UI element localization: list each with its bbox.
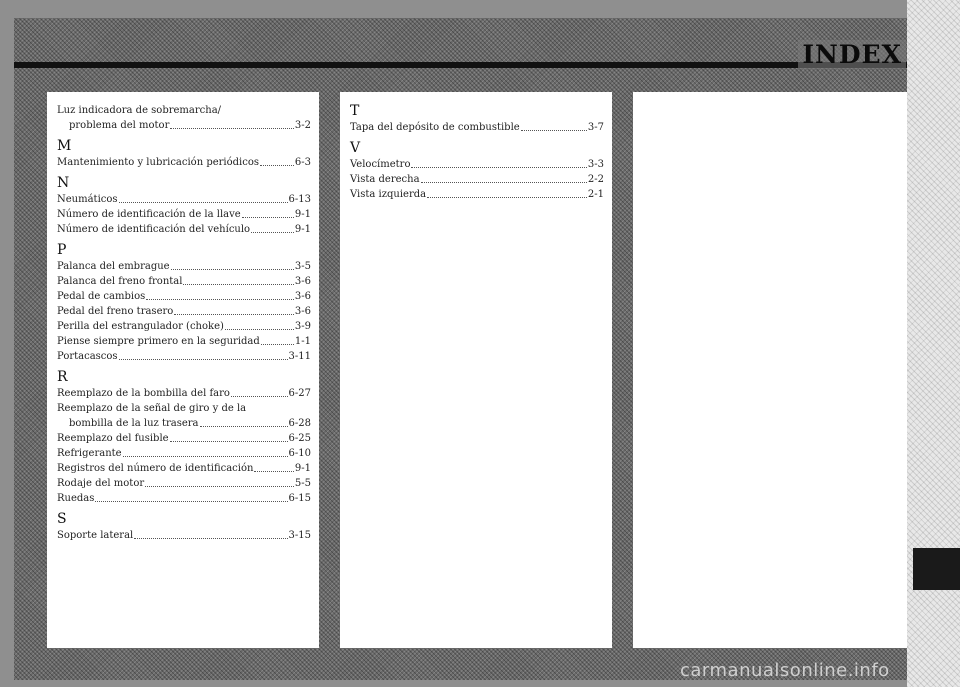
dot-leader [261, 343, 294, 345]
index-entry-page: 3-7 [587, 122, 604, 133]
index-entry-page: 3-6 [294, 291, 311, 302]
dot-leader [170, 440, 288, 442]
index-entry [57, 222, 311, 237]
index-entry [57, 461, 311, 476]
index-entry-page: 3-3 [587, 159, 604, 170]
header-bar [14, 62, 907, 68]
index-entry-label: Pedal del freno trasero [57, 306, 174, 317]
index-entry-page: 2-1 [587, 189, 604, 200]
index-entry-label: Vista izquierda [350, 189, 427, 200]
index-entry-page: 3-9 [294, 321, 311, 332]
index-entry [350, 120, 604, 135]
index-entry-page: 3-15 [288, 530, 311, 541]
index-entry-line: Luz indicadora de sobremarcha/ [57, 105, 222, 116]
dot-leader [521, 129, 587, 131]
index-entry-page: 6-3 [294, 157, 311, 168]
index-entry-page: 9-1 [294, 463, 311, 474]
dot-leader [171, 268, 294, 270]
index-entry-page: 3-6 [294, 306, 311, 317]
section-letter: V [350, 140, 361, 156]
index-entry [57, 334, 311, 349]
index-entry-label: Velocímetro [350, 159, 411, 170]
index-entry [350, 187, 604, 202]
index-entry-label: Neumáticos [57, 194, 118, 205]
index-entry [57, 528, 311, 543]
section-letter: P [57, 242, 67, 258]
index-panel-right [633, 92, 907, 648]
dot-leader [119, 201, 288, 203]
dot-leader [123, 455, 288, 457]
index-entry [57, 259, 311, 274]
dot-leader [119, 358, 288, 360]
index-entry-label: Número de identificación del vehículo [57, 224, 251, 235]
index-entry-label: Número de identificación de la llave [57, 209, 241, 220]
index-entry-label: Tapa del depósito de combustible [350, 122, 520, 133]
index-entry-page: 5-5 [294, 478, 311, 489]
index-entry-page: 6-27 [288, 388, 311, 399]
index-entry-label: Ruedas [57, 493, 95, 504]
index-entry-page: 3-2 [294, 120, 311, 131]
index-entry-label: Vista derecha [350, 174, 420, 185]
index-entry [350, 157, 604, 172]
dot-leader [200, 425, 288, 427]
index-entry-page: 3-5 [294, 261, 311, 272]
dot-leader [183, 283, 293, 285]
index-column-left [47, 92, 319, 543]
dot-leader [170, 127, 294, 129]
index-entry-label: Registros del número de identificación [57, 463, 254, 474]
dot-leader [174, 313, 294, 315]
index-entry-page: 6-15 [288, 493, 311, 504]
index-entry-label: Reemplazo de la bombilla del faro [57, 388, 230, 399]
index-entry [57, 386, 311, 401]
index-entry-page: 6-13 [288, 194, 311, 205]
dot-leader [95, 500, 287, 502]
index-column-middle [340, 92, 612, 202]
index-entry [57, 416, 311, 431]
index-entry-label: Palanca del embrague [57, 261, 170, 272]
dot-leader [251, 231, 294, 233]
dot-leader [145, 485, 294, 487]
index-entry [57, 207, 311, 222]
section-letter: M [57, 138, 72, 154]
index-entry [57, 491, 311, 506]
section-letter: T [350, 103, 360, 119]
index-entry-label: Rodaje del motor [57, 478, 145, 489]
index-entry [57, 289, 311, 304]
index-entry [57, 431, 311, 446]
index-entry [57, 304, 311, 319]
index-entry [350, 172, 604, 187]
dot-leader [231, 395, 288, 397]
dot-leader [242, 216, 294, 218]
dot-leader [411, 166, 586, 168]
dot-leader [146, 298, 294, 300]
dot-leader [260, 164, 294, 166]
index-entry-page: 9-1 [294, 224, 311, 235]
index-entry-label: Pedal de cambios [57, 291, 146, 302]
index-entry-page: 9-1 [294, 209, 311, 220]
section-tab-marker [913, 548, 960, 590]
index-entry [57, 192, 311, 207]
index-entry-page: 1-1 [294, 336, 311, 347]
index-entry [57, 155, 311, 170]
page-title: INDEX [798, 40, 906, 69]
watermark: carmanualsonline.info [680, 660, 890, 681]
dot-leader [225, 328, 294, 330]
dot-leader [421, 181, 587, 183]
dot-leader [254, 470, 293, 472]
dot-leader [134, 537, 287, 539]
index-entry-line: Reemplazo de la señal de giro y de la [57, 403, 247, 414]
index-entry [57, 476, 311, 491]
index-entry [57, 319, 311, 334]
index-entry-label: Refrigerante [57, 448, 122, 459]
index-entry [57, 118, 311, 133]
index-entry-label: Perilla del estrangulador (choke) [57, 321, 224, 332]
index-entry [57, 349, 311, 364]
index-entry-page: 2-2 [587, 174, 604, 185]
index-entry-label: problema del motor [69, 120, 170, 131]
section-letter: S [57, 511, 67, 527]
index-entry-page: 6-28 [288, 418, 311, 429]
index-panel-left [47, 92, 319, 648]
index-entry-page: 6-25 [288, 433, 311, 444]
index-entry-label: Portacascos [57, 351, 118, 362]
index-entry-page: 3-11 [288, 351, 311, 362]
index-entry-label: Piense siempre primero en la seguridad [57, 336, 260, 347]
index-entry-label: Reemplazo del fusible [57, 433, 169, 444]
index-entry-label: Palanca del freno frontal [57, 276, 183, 287]
index-entry-page: 3-6 [294, 276, 311, 287]
index-entry-label: Soporte lateral [57, 530, 134, 541]
index-entry-label: Mantenimiento y lubricación periódicos [57, 157, 259, 168]
section-letter: R [57, 369, 68, 385]
index-entry [57, 274, 311, 289]
dot-leader [427, 196, 587, 198]
index-panel-middle [340, 92, 612, 648]
index-entry-label: bombilla de la luz trasera [69, 418, 199, 429]
index-entry [57, 446, 311, 461]
section-letter: N [57, 175, 70, 191]
index-entry-page: 6-10 [288, 448, 311, 459]
